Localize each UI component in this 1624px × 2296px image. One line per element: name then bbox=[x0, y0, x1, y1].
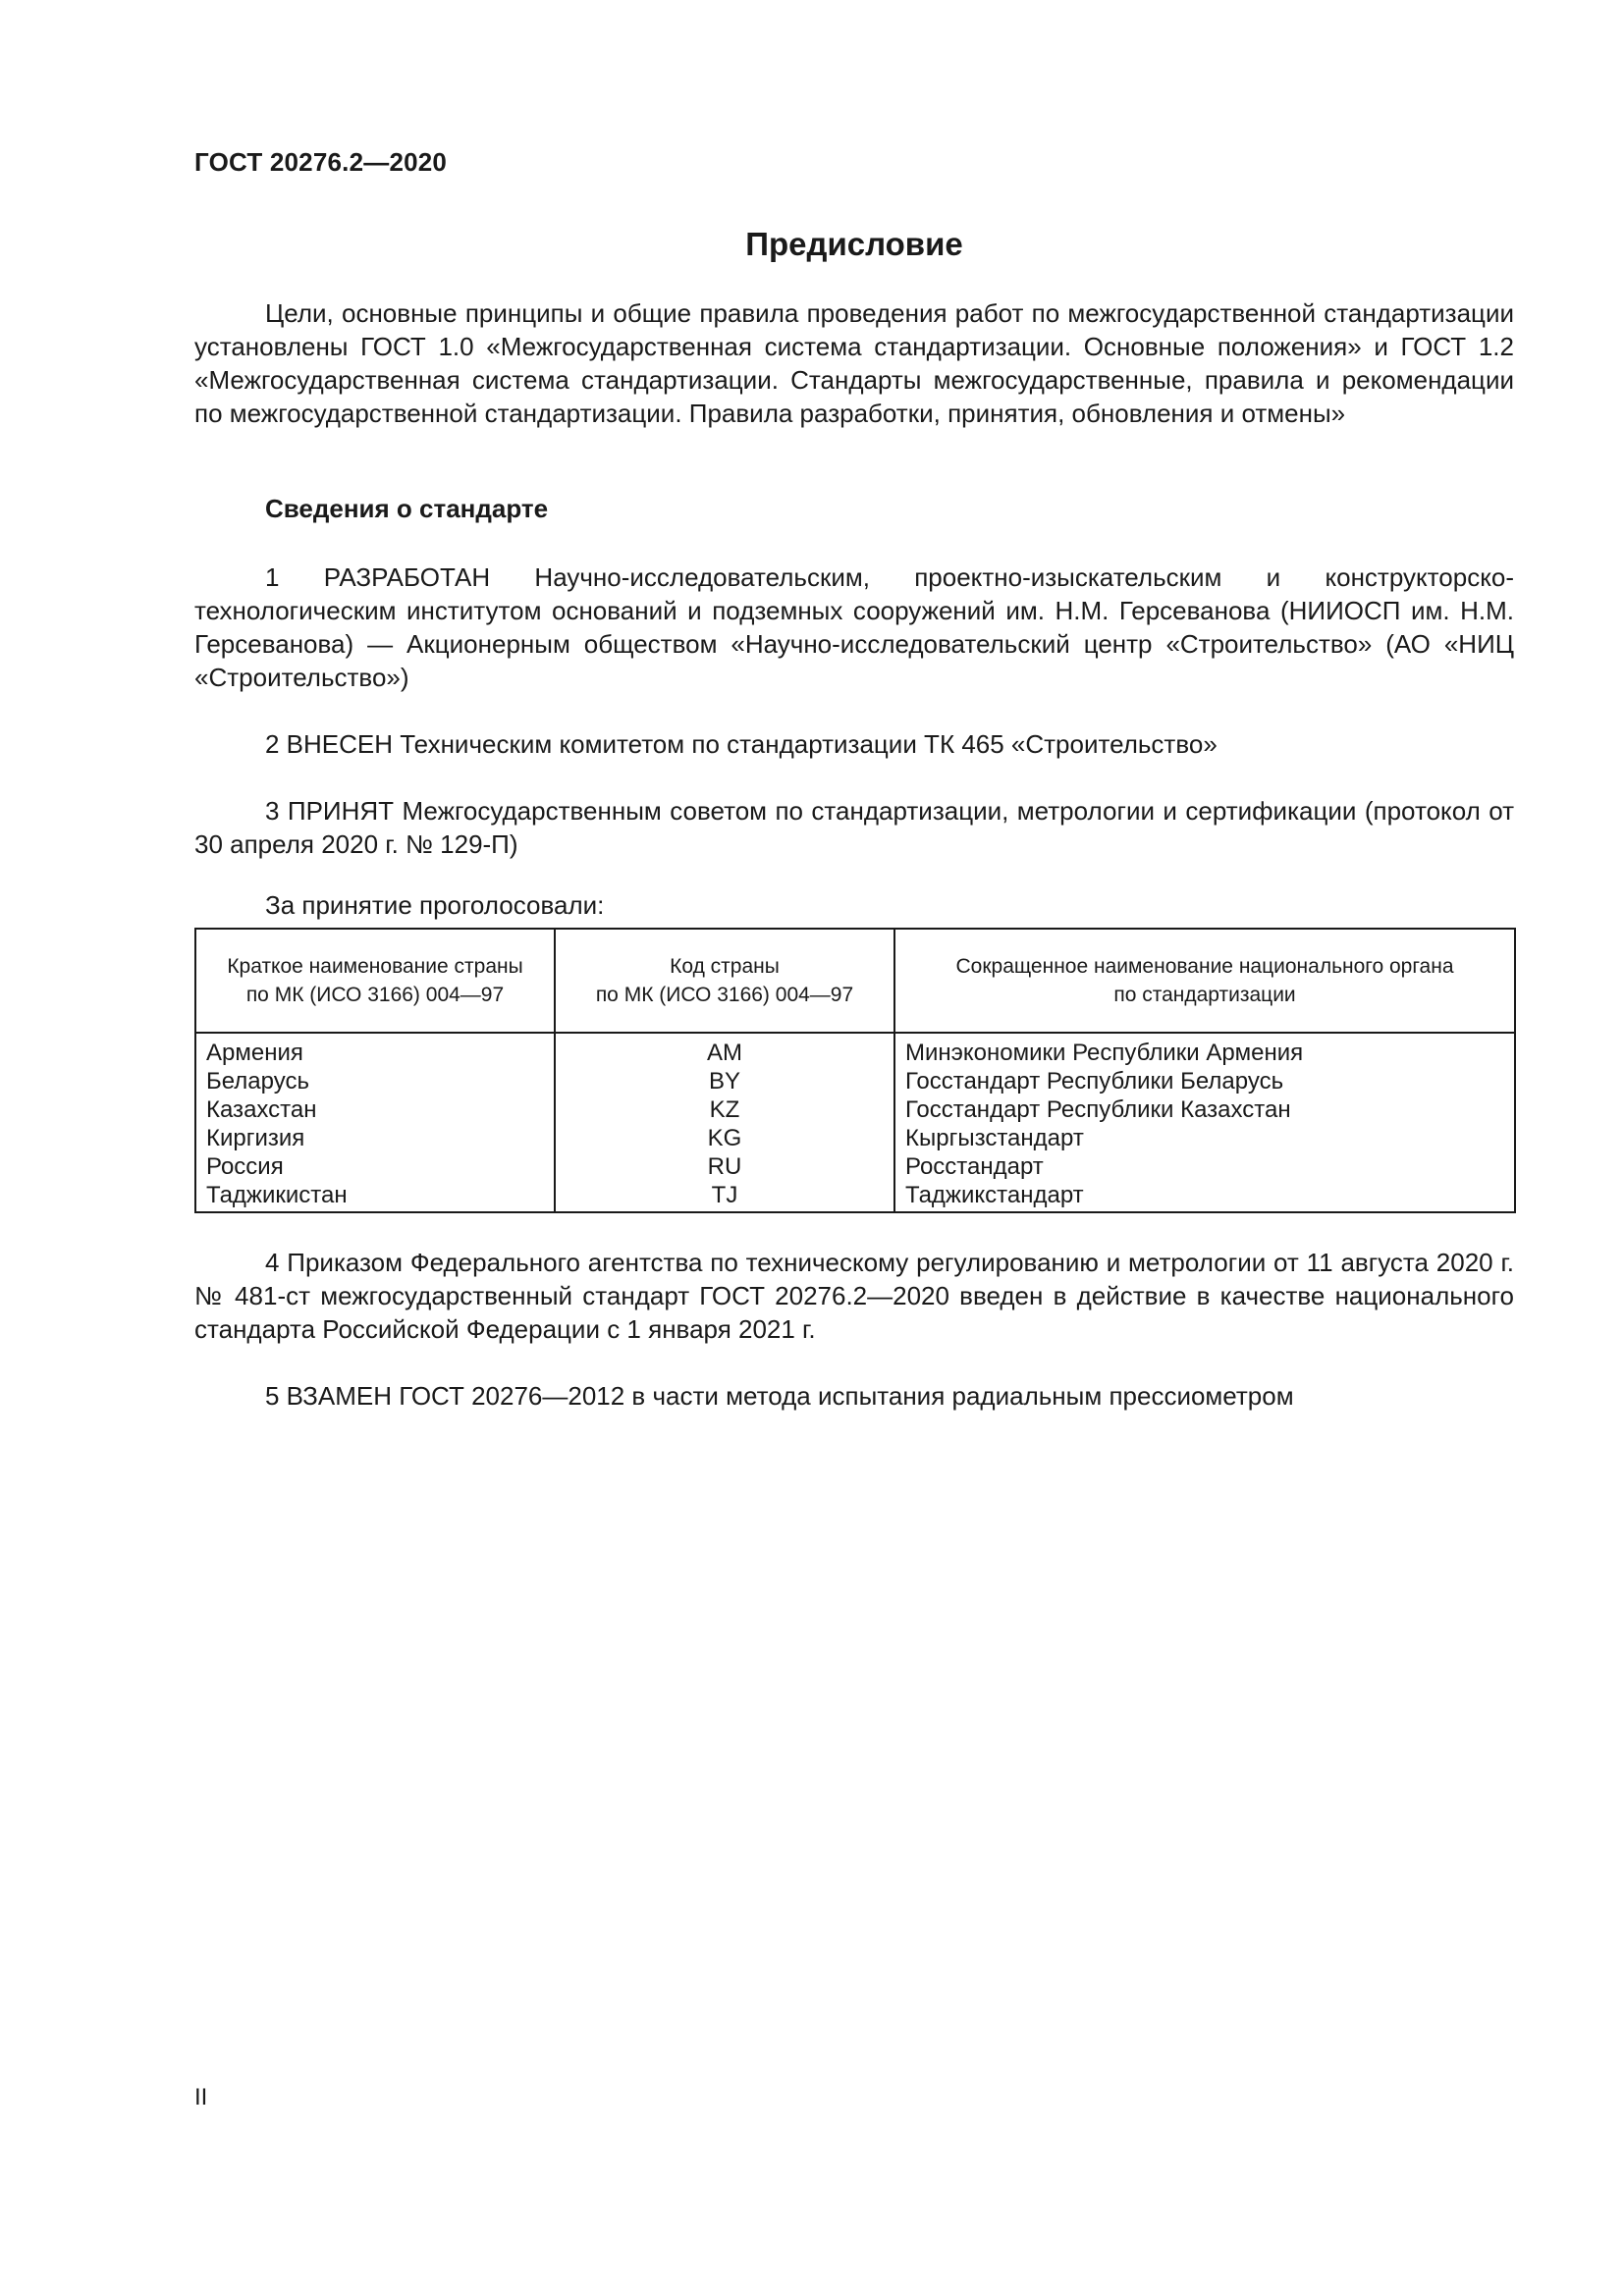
table-row bbox=[195, 1095, 1515, 1124]
code-cell: KZ bbox=[555, 1095, 894, 1124]
country-cell: Россия bbox=[195, 1152, 555, 1181]
code-cell: AM bbox=[555, 1033, 894, 1067]
table-row bbox=[195, 1152, 1515, 1181]
header-code: Код страны по МК (ИСО 3166) 004—97 bbox=[555, 929, 894, 1033]
body-cell: Росстандарт bbox=[894, 1152, 1515, 1181]
body-cell: Кыргызстандарт bbox=[894, 1124, 1515, 1152]
document-code: ГОСТ 20276.2—2020 bbox=[194, 147, 448, 177]
item-introduced: 2 ВНЕСЕН Техническим комитетом по стандартизации ТК 465 «Строительство» bbox=[265, 729, 1218, 759]
header-country: Краткое наименование страны по МК (ИСО 3166) 004—97 bbox=[195, 929, 555, 1033]
table-row bbox=[195, 1033, 1515, 1067]
item-order: 4 Приказом Федерального агентства по техническому регулированию и метрологии от 11 августа 2020 г. № 481-ст межгосударственный стандарт ГОСТ 20276.2—2020 введен в действие в качестве национального стандарта Российской Федерации с 1 января 2021 г. bbox=[194, 1248, 1514, 1344]
code-cell: BY bbox=[555, 1067, 894, 1095]
votes-label: За принятие проголосовали: bbox=[265, 890, 605, 920]
table-row bbox=[195, 1181, 1515, 1212]
country-cell: Таджикистан bbox=[195, 1181, 555, 1212]
intro-paragraph: Цели, основные принципы и общие правила проведения работ по межгосударственной стандартизации установлены ГОСТ 1.0 «Межгосударственная система стандартизации. Основные положения» и ГОСТ 1.2 «Межгосударственная система стандартизации. Стандарты межгосударственные, правила и рекомендации по межгосударственной стандартизации. Правила разработки, принятия, обновления и отмены» bbox=[194, 298, 1514, 428]
country-cell: Казахстан bbox=[195, 1095, 555, 1124]
body-cell: Таджикстандарт bbox=[894, 1181, 1515, 1212]
body-cell: Минэкономики Республики Армения bbox=[894, 1033, 1515, 1067]
item-developed: 1 РАЗРАБОТАН Научно-исследовательским, проектно-изыскательским и конструкторско-технологическим институтом оснований и подземных сооружений им. Н.М. Герсеванова (НИИОСП им. Н.М. Герсеванова) — Акционерным обществом «Научно-исследовательский центр «Строительство» (АО «НИЦ «Строительство») bbox=[194, 562, 1514, 692]
body-cell: Госстандарт Республики Казахстан bbox=[894, 1095, 1515, 1124]
page-number: II bbox=[194, 2084, 208, 2110]
table-header-row bbox=[195, 929, 1515, 1033]
code-cell: TJ bbox=[555, 1181, 894, 1212]
code-cell: RU bbox=[555, 1152, 894, 1181]
item-replaces: 5 ВЗАМЕН ГОСТ 20276—2012 в части метода испытания радиальным прессиометром bbox=[265, 1381, 1294, 1411]
table-row bbox=[195, 1124, 1515, 1152]
item-adopted: 3 ПРИНЯТ Межгосударственным советом по стандартизации, метрологии и сертификации (протокол от 30 апреля 2020 г. № 129-П) bbox=[194, 796, 1514, 859]
country-cell: Беларусь bbox=[195, 1067, 555, 1095]
page-title: Предисловие bbox=[745, 226, 963, 262]
member-states-table bbox=[194, 928, 1516, 1213]
section-subtitle: Сведения о стандарте bbox=[265, 494, 549, 523]
country-cell: Киргизия bbox=[195, 1124, 555, 1152]
table-row bbox=[195, 1067, 1515, 1095]
country-cell: Армения bbox=[195, 1033, 555, 1067]
document-page bbox=[194, 0, 1514, 2296]
header-standards-body: Сокращенное наименование национального органа по стандартизации bbox=[894, 929, 1515, 1033]
body-cell: Госстандарт Республики Беларусь bbox=[894, 1067, 1515, 1095]
code-cell: KG bbox=[555, 1124, 894, 1152]
